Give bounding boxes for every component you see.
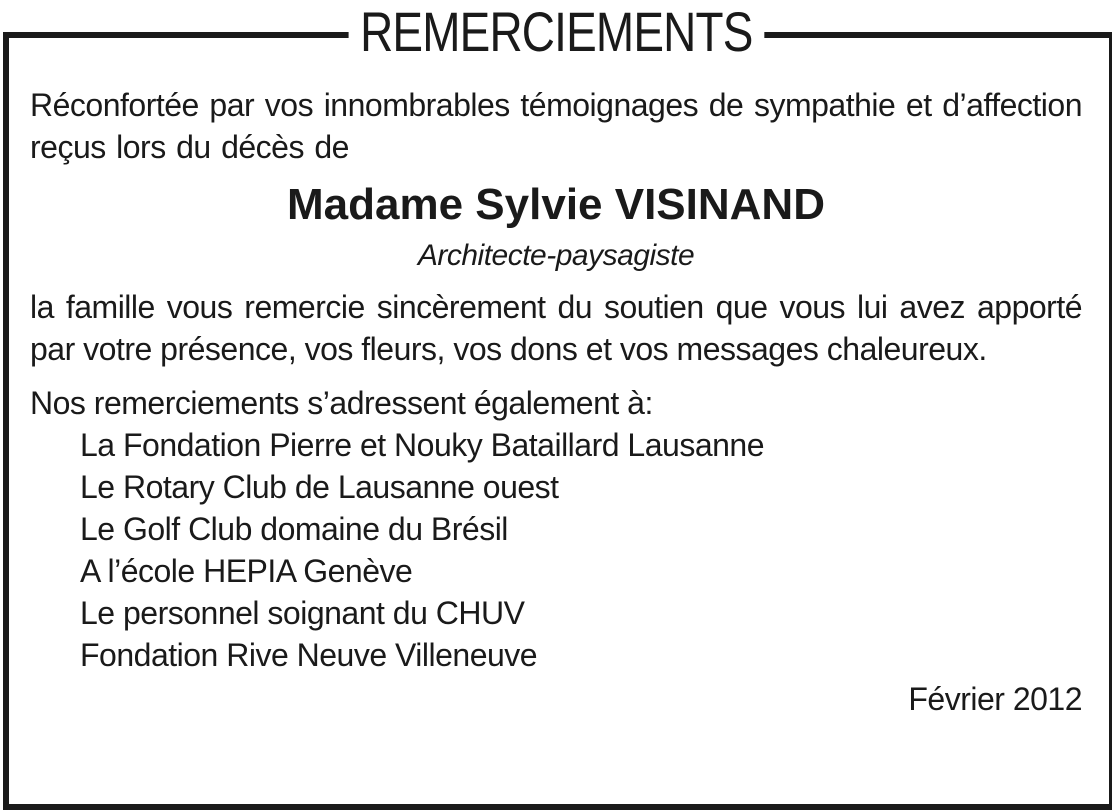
message-paragraph: la famille vous remercie sincèrement du soutien que vous lui avez apporté par votre présence, vos fleurs, vos dons et vos messages chaleureux. <box>30 289 1082 367</box>
deceased-profession: Architecte-paysagiste <box>417 239 695 272</box>
title-bar <box>0 0 1112 64</box>
deceased-name: Madame Sylvie VISINAND <box>287 180 825 229</box>
list-item: Le personnel soignant du CHUV <box>80 595 525 631</box>
notice-date: Février 2012 <box>908 681 1082 717</box>
notice-title: REMERCIEMENTS <box>348 0 763 64</box>
thanks-intro: Nos remerciements s’adressent également à: <box>30 385 653 421</box>
list-item: La Fondation Pierre et Nouky Bataillard Lausanne <box>80 427 764 463</box>
list-item: A l’école HEPIA Genève <box>80 553 413 589</box>
notice-body <box>30 84 1082 720</box>
list-item: Le Rotary Club de Lausanne ouest <box>80 469 559 505</box>
list-item: Le Golf Club domaine du Brésil <box>80 511 508 547</box>
thanks-list <box>30 424 1082 676</box>
list-item: Fondation Rive Neuve Villeneuve <box>80 637 538 673</box>
intro-paragraph: Réconfortée par vos innombrables témoignages de sympathie et d’affection reçus lors du décès de <box>30 87 1082 165</box>
